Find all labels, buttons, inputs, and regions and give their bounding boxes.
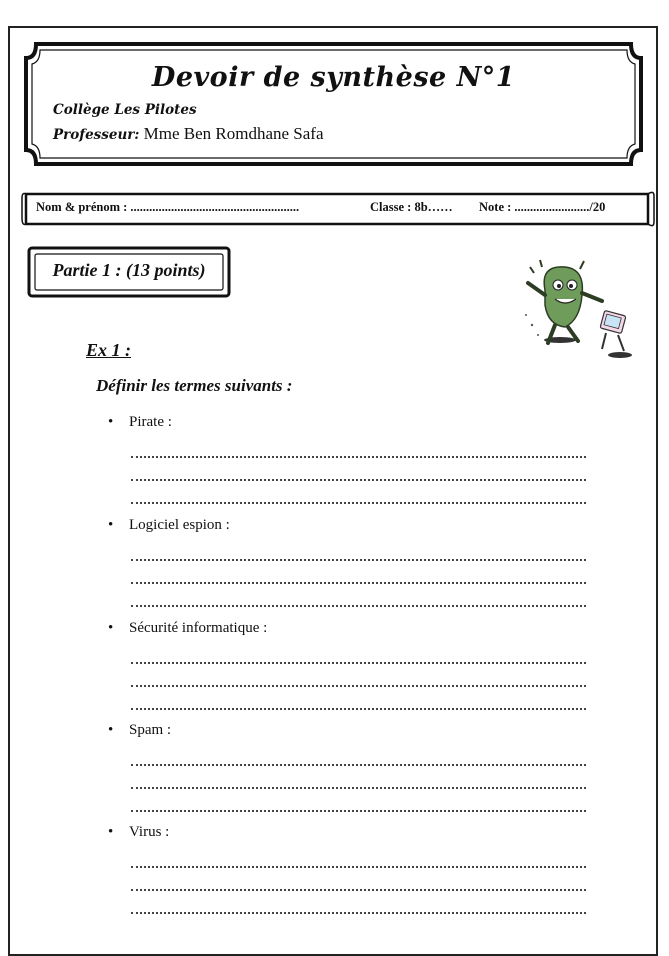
answer-line[interactable] (131, 562, 586, 584)
answer-line[interactable] (131, 436, 586, 458)
answer-line[interactable] (131, 869, 586, 891)
class-field-label: Classe : 8b…… (370, 200, 453, 214)
term-item (108, 722, 608, 813)
professor-line (53, 124, 324, 144)
answer-line[interactable] (131, 585, 586, 607)
answer-line[interactable] (131, 459, 586, 481)
page-title: Devoir de synthèse N°1 (151, 62, 516, 93)
term-label: Logiciel espion : (129, 517, 230, 533)
bullet-icon: • (108, 722, 114, 738)
section-header (27, 246, 231, 298)
professor-name: Mme Ben Romdhane Safa (143, 124, 324, 143)
answer-line[interactable] (131, 482, 586, 504)
term-label: Sécurité informatique : (129, 620, 268, 636)
answer-line[interactable] (131, 642, 586, 664)
term-item (108, 517, 608, 608)
term-item (108, 824, 608, 915)
bullet-icon: • (108, 620, 114, 636)
professor-label: Professeur: (53, 127, 140, 143)
college-name: Collège Les Pilotes (53, 102, 197, 118)
term-label: Pirate : (129, 414, 172, 430)
answer-line[interactable] (131, 744, 586, 766)
answer-line[interactable] (131, 846, 586, 868)
bullet-icon: • (108, 517, 114, 533)
answer-line[interactable] (131, 767, 586, 789)
bullet-icon: • (108, 824, 114, 840)
exercise-title: Ex 1 : (86, 340, 131, 360)
name-field-label: Nom & prénom : ...................................................... (36, 200, 300, 214)
grade-field-label: Note : ......................../20 (479, 200, 606, 214)
term-item (108, 414, 608, 505)
term-item (108, 620, 608, 711)
exercise-instruction: Définir les termes suivants : (96, 376, 293, 395)
term-label: Virus : (129, 824, 170, 840)
answer-line[interactable] (131, 665, 586, 687)
answer-line[interactable] (131, 688, 586, 710)
section-title: Partie 1 : (13 points) (52, 260, 206, 280)
bullet-icon: • (108, 414, 114, 430)
answer-line[interactable] (131, 790, 586, 812)
header-frame (22, 40, 645, 168)
answer-line[interactable] (131, 539, 586, 561)
term-label: Spam : (129, 722, 172, 738)
virus-chasing-computer-clipart-icon (520, 255, 635, 365)
student-info-strip (20, 188, 656, 228)
answer-line[interactable] (131, 892, 586, 914)
